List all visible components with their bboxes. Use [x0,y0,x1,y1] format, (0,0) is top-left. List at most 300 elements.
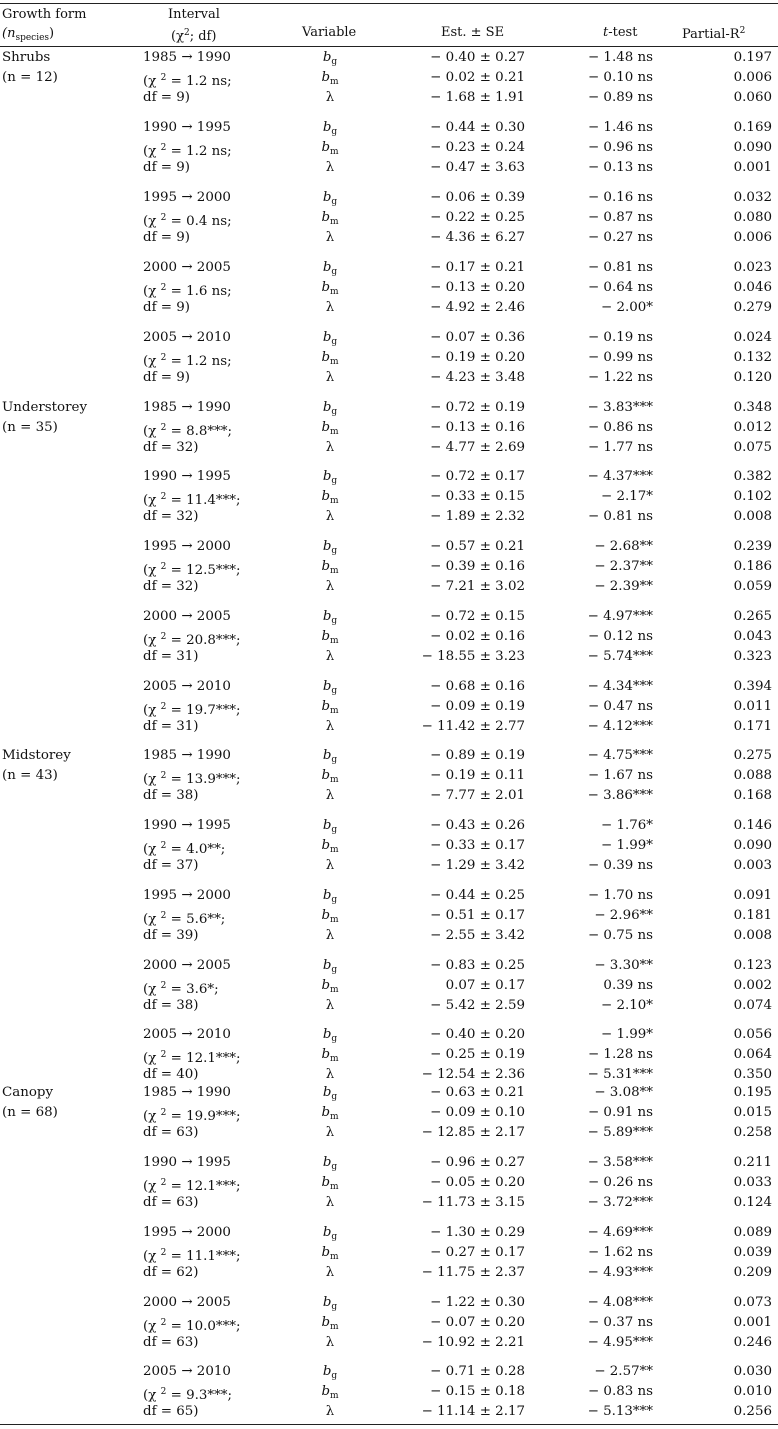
chi-value: = 1.2 ns; [166,74,232,89]
header-t-test: t-test [603,25,638,40]
estimate-cell: − 0.72 ± 0.15 [430,609,525,624]
partial-r2-cell: 0.056 [733,1027,772,1042]
t-test-cell: − 0.13 ns [587,160,653,175]
t-test-cell: − 1.62 ns [587,1245,653,1260]
estimate-cell: − 0.68 ± 0.16 [430,679,525,694]
interval-label: 2000 → 2005 [143,260,231,275]
chi-superscript: 2 [160,1318,167,1328]
estimate-cell: − 0.09 ± 0.10 [430,1105,525,1120]
partial-r2-cell: 0.003 [733,858,772,873]
variable-sub-g: g [331,127,338,137]
estimate-cell: − 0.13 ± 0.16 [430,420,525,435]
chi-symbol: (χ [143,703,161,718]
partial-r2-cell: 0.171 [733,719,772,734]
table-bottom-rule [0,1424,778,1425]
variable-b: b [322,1364,332,1379]
estimate-cell: − 0.07 ± 0.20 [430,1315,525,1330]
t-test-cell: − 1.28 ns [587,1047,653,1062]
estimate-cell: 0.07 ± 0.17 [445,978,525,993]
partial-r2-cell: 0.073 [733,1295,772,1310]
chi-symbol: (χ [143,144,161,159]
chi-symbol: (χ [143,633,161,648]
chi-superscript: 2 [160,1178,167,1188]
estimate-cell: − 4.23 ± 3.48 [430,370,525,385]
t-test-cell: − 0.83 ns [587,1384,653,1399]
interval-label: 2005 → 2010 [143,330,231,345]
t-test-cell: − 1.70 ns [587,888,653,903]
partial-r2-cell: 0.002 [733,978,772,993]
t-test-cell: − 2.37** [594,559,653,574]
estimate-cell: − 0.27 ± 0.17 [430,1245,525,1260]
t-test-cell: − 1.48 ns [587,50,653,65]
interval-label: 1985 → 1990 [143,400,231,415]
partial-r2-cell: 0.146 [733,818,772,833]
variable-b: b [322,190,332,205]
chi-superscript: 2 [160,283,167,293]
estimate-cell: − 0.19 ± 0.11 [430,768,525,783]
variable-lambda: λ [325,998,335,1013]
variable-b: b [322,400,332,415]
partial-r2-cell: 0.011 [733,699,772,714]
variable-sub-m: m [330,706,339,716]
t-test-cell: − 1.99* [601,1027,653,1042]
growth-form-label: Canopy [2,1085,54,1100]
chi-symbol: (χ [143,493,161,508]
variable-lambda: λ [325,370,335,385]
t-test-cell: − 4.97*** [587,609,653,624]
df-label: df = 40) [143,1067,199,1082]
variable-sub-g: g [331,616,338,626]
estimate-cell: − 0.72 ± 0.17 [430,469,525,484]
partial-r2-cell: 0.059 [733,579,772,594]
variable-sub-m: m [330,915,339,925]
estimate-cell: − 0.47 ± 3.63 [430,160,525,175]
partial-r2-cell: 0.256 [733,1404,772,1419]
estimate-cell: − 4.77 ± 2.69 [430,440,525,455]
partial-r2-cell: 0.008 [733,509,772,524]
estimate-cell: − 0.13 ± 0.20 [430,280,525,295]
estimate-cell: − 11.73 ± 3.15 [421,1195,525,1210]
variable-b: b [321,1047,331,1062]
estimate-cell: − 11.42 ± 2.77 [421,719,525,734]
chi-value: = 1.2 ns; [166,354,232,369]
t-test-cell: − 2.68** [594,539,653,554]
t-test-cell: − 1.22 ns [587,370,653,385]
estimate-cell: − 0.19 ± 0.20 [430,350,525,365]
variable-sub-m: m [330,1252,339,1262]
chi-superscript: 2 [160,143,167,153]
estimate-cell: − 5.42 ± 2.59 [430,998,525,1013]
interval-label: 2005 → 2010 [143,679,231,694]
variable-lambda: λ [325,160,335,175]
partial-r2-cell: 0.015 [733,1105,772,1120]
interval-label: 2005 → 2010 [143,1027,231,1042]
chi-superscript: 2 [160,492,167,502]
estimate-cell: − 0.40 ± 0.27 [430,50,525,65]
variable-b: b [322,958,332,973]
partial-r2-cell: 0.382 [733,469,772,484]
t-test-cell: − 5.74*** [587,649,653,664]
variable-b: b [321,838,331,853]
t-test-cell: − 4.69*** [587,1225,653,1240]
estimate-cell: − 0.06 ± 0.39 [430,190,525,205]
partial-r2-cell: 0.012 [733,420,772,435]
t-test-cell: − 4.95*** [587,1335,653,1350]
df-label: df = 9) [143,370,191,385]
variable-sub-m: m [330,1054,339,1064]
t-test-cell: − 4.08*** [587,1295,653,1310]
chi-superscript: 2 [160,632,167,642]
variable-b: b [321,559,331,574]
t-test-cell: − 1.77 ns [587,440,653,455]
variable-b: b [322,818,332,833]
t-test-cell: − 1.67 ns [587,768,653,783]
partial-r2-cell: 0.197 [733,50,772,65]
species-count: (n = 35) [2,420,58,435]
variable-sub-m: m [330,427,339,437]
table-header-rule [0,46,778,47]
t-test-cell: − 0.19 ns [587,330,653,345]
variable-lambda: λ [325,858,335,873]
variable-sub-g: g [331,267,338,277]
chi-value: = 13.9***; [166,772,241,787]
chi-symbol: (χ [143,912,161,927]
df-label: df = 9) [143,160,191,175]
variable-sub-m: m [330,496,339,506]
partial-r2-cell: 0.323 [733,649,772,664]
estimate-cell: − 0.25 ± 0.19 [430,1047,525,1062]
header-partial-r2: Partial-$R^2$ [682,26,746,42]
df-label: df = 65) [143,1404,199,1419]
variable-lambda: λ [325,928,335,943]
variable-lambda: λ [325,1265,335,1280]
variable-sub-m: m [330,1182,339,1192]
partial-r2-cell: 0.006 [733,230,772,245]
variable-b: b [322,1295,332,1310]
interval-label: 1990 → 1995 [143,1155,231,1170]
variable-b: b [321,70,331,85]
chi-superscript: 2 [160,423,167,433]
variable-b: b [322,888,332,903]
variable-sub-g: g [331,1034,338,1044]
estimate-cell: − 1.22 ± 0.30 [430,1295,525,1310]
partial-r2-cell: 0.239 [733,539,772,554]
partial-r2-cell: 0.348 [733,400,772,415]
variable-sub-g: g [331,965,338,975]
estimate-cell: − 0.57 ± 0.21 [430,539,525,554]
df-label: df = 31) [143,649,199,664]
variable-sub-g: g [331,1302,338,1312]
variable-lambda: λ [325,1195,335,1210]
variable-sub-g: g [331,337,338,347]
variable-sub-m: m [330,217,339,227]
variable-b: b [321,1384,331,1399]
df-label: df = 32) [143,579,199,594]
variable-lambda: λ [325,440,335,455]
t-test-cell: − 5.31*** [587,1067,653,1082]
estimate-cell: − 0.17 ± 0.21 [430,260,525,275]
t-test-cell: − 2.39** [594,579,653,594]
estimate-cell: − 7.21 ± 3.02 [430,579,525,594]
t-test-cell: − 0.96 ns [587,140,653,155]
df-label: df = 62) [143,1265,199,1280]
t-test-cell: − 3.08** [594,1085,653,1100]
estimate-cell: − 0.63 ± 0.21 [430,1085,525,1100]
header-interval: Interval [168,7,220,22]
partial-r2-cell: 0.089 [733,1225,772,1240]
variable-lambda: λ [325,90,335,105]
df-label: df = 31) [143,719,199,734]
partial-r2-cell: 0.258 [733,1125,772,1140]
t-test-cell: − 2.96** [594,908,653,923]
estimate-cell: − 1.68 ± 1.91 [430,90,525,105]
variable-b: b [322,1155,332,1170]
df-label: df = 37) [143,858,199,873]
t-test-cell: − 0.39 ns [587,858,653,873]
estimate-cell: − 7.77 ± 2.01 [430,788,525,803]
t-test-cell: − 1.46 ns [587,120,653,135]
interval-label: 1995 → 2000 [143,1225,231,1240]
estimate-cell: − 1.29 ± 3.42 [430,858,525,873]
variable-sub-m: m [330,845,339,855]
partial-r2-cell: 0.001 [733,1315,772,1330]
variable-sub-m: m [330,357,339,367]
chi-value: = 10.0***; [166,1319,241,1334]
variable-b: b [322,1225,332,1240]
chi-symbol: (χ [143,424,161,439]
variable-sub-m: m [330,636,339,646]
variable-b: b [322,1027,332,1042]
chi-value: = 4.0**; [166,842,226,857]
interval-label: 1995 → 2000 [143,539,231,554]
growth-form-label: Shrubs [2,50,51,65]
partial-r2-cell: 0.120 [733,370,772,385]
t-test-cell: − 1.76* [601,818,653,833]
variable-sub-m: m [330,1322,339,1332]
estimate-cell: − 0.71 ± 0.28 [430,1364,525,1379]
header-n-species: $(n_{species})$ [2,26,55,43]
variable-b: b [322,539,332,554]
partial-r2-cell: 0.090 [733,838,772,853]
t-test-cell: − 2.17* [601,489,653,504]
t-test-cell: − 0.91 ns [587,1105,653,1120]
estimate-cell: − 0.83 ± 0.25 [430,958,525,973]
variable-sub-g: g [331,686,338,696]
partial-r2-cell: 0.195 [733,1085,772,1100]
chi-superscript: 2 [160,841,167,851]
header-growth-form: Growth form [2,7,87,22]
variable-lambda: λ [325,509,335,524]
variable-b: b [322,50,332,65]
t-test-cell: − 0.47 ns [587,699,653,714]
partial-r2-cell: 0.123 [733,958,772,973]
partial-r2-cell: 0.088 [733,768,772,783]
partial-r2-cell: 0.001 [733,160,772,175]
t-test-cell: − 0.64 ns [587,280,653,295]
species-count: (n = 68) [2,1105,58,1120]
partial-r2-cell: 0.091 [733,888,772,903]
df-label: df = 63) [143,1335,199,1350]
variable-b: b [321,350,331,365]
variable-b: b [321,140,331,155]
estimate-cell: − 0.23 ± 0.24 [430,140,525,155]
interval-label: 2000 → 2005 [143,609,231,624]
variable-b: b [321,280,331,295]
partial-r2-cell: 0.246 [733,1335,772,1350]
interval-label: 2000 → 2005 [143,958,231,973]
estimate-cell: − 0.05 ± 0.20 [430,1175,525,1190]
chi-superscript: 2 [160,1108,167,1118]
variable-lambda: λ [325,1404,335,1419]
t-test-cell: − 4.12*** [587,719,653,734]
partial-r2-cell: 0.169 [733,120,772,135]
growth-form-label: Understorey [2,400,88,415]
chi-value: = 0.4 ns; [166,214,232,229]
estimate-cell: − 0.39 ± 0.16 [430,559,525,574]
header-variable: Variable [302,25,357,40]
partial-r2-cell: 0.033 [733,1175,772,1190]
variable-sub-g: g [331,895,338,905]
chi-value: = 3.6*; [166,982,219,997]
interval-label: 1985 → 1990 [143,50,231,65]
estimate-cell: − 0.02 ± 0.16 [430,629,525,644]
estimate-cell: − 2.55 ± 3.42 [430,928,525,943]
df-label: df = 38) [143,788,199,803]
t-test-cell: − 5.13*** [587,1404,653,1419]
variable-lambda: λ [325,719,335,734]
estimate-cell: − 0.15 ± 0.18 [430,1384,525,1399]
t-test-cell: − 0.10 ns [587,70,653,85]
chi-value: = 11.4***; [166,493,241,508]
t-test-cell: − 3.58*** [587,1155,653,1170]
df-label: df = 9) [143,300,191,315]
variable-sub-m: m [330,1391,339,1401]
chi-superscript: 2 [160,981,167,991]
t-test-cell: − 4.37*** [587,469,653,484]
partial-r2-cell: 0.209 [733,1265,772,1280]
chi-value: = 12.5***; [166,563,241,578]
estimate-cell: − 0.40 ± 0.20 [430,1027,525,1042]
df-label: df = 63) [143,1125,199,1140]
partial-r2-cell: 0.064 [733,1047,772,1062]
header-estimate: Est. ± SE [441,25,505,40]
t-test-cell: − 3.86*** [587,788,653,803]
variable-b: b [321,699,331,714]
species-count: (n = 12) [2,70,58,85]
partial-r2-cell: 0.186 [733,559,772,574]
partial-r2-cell: 0.030 [733,1364,772,1379]
partial-r2-cell: 0.039 [733,1245,772,1260]
estimate-cell: − 0.51 ± 0.17 [430,908,525,923]
variable-b: b [321,629,331,644]
table-top-rule [0,3,778,4]
df-label: df = 9) [143,230,191,245]
variable-b: b [322,330,332,345]
variable-lambda: λ [325,1335,335,1350]
partial-r2-cell: 0.008 [733,928,772,943]
interval-label: 1990 → 1995 [143,469,231,484]
partial-r2-cell: 0.023 [733,260,772,275]
variable-b: b [321,489,331,504]
partial-r2-cell: 0.350 [733,1067,772,1082]
estimate-cell: − 1.89 ± 2.32 [430,509,525,524]
variable-sub-g: g [331,476,338,486]
t-test-cell: − 1.99* [601,838,653,853]
chi-symbol: (χ [143,1051,161,1066]
chi-symbol: (χ [143,982,161,997]
chi-symbol: (χ [143,214,161,229]
variable-b: b [321,1245,331,1260]
header-chi-df: ($\chi^2$; df) [171,28,217,44]
t-test-cell: − 2.10* [601,998,653,1013]
variable-sub-g: g [331,1092,338,1102]
variable-b: b [322,679,332,694]
variable-sub-m: m [330,1112,339,1122]
df-label: df = 63) [143,1195,199,1210]
variable-sub-g: g [331,1162,338,1172]
variable-sub-g: g [331,57,338,67]
chi-superscript: 2 [160,1387,167,1397]
estimate-cell: − 0.72 ± 0.19 [430,400,525,415]
variable-sub-m: m [330,147,339,157]
partial-r2-cell: 0.168 [733,788,772,803]
chi-symbol: (χ [143,563,161,578]
t-test-cell: − 5.89*** [587,1125,653,1140]
t-test-cell: − 0.99 ns [587,350,653,365]
partial-r2-cell: 0.090 [733,140,772,155]
variable-lambda: λ [325,300,335,315]
chi-value: = 12.1***; [166,1179,241,1194]
chi-symbol: (χ [143,1388,161,1403]
chi-superscript: 2 [160,213,167,223]
t-test-cell: − 0.81 ns [587,509,653,524]
partial-r2-cell: 0.394 [733,679,772,694]
df-label: df = 32) [143,509,199,524]
interval-label: 1985 → 1990 [143,1085,231,1100]
variable-b: b [321,1315,331,1330]
interval-label: 1995 → 2000 [143,888,231,903]
partial-r2-cell: 0.279 [733,300,772,315]
t-test-cell: − 0.81 ns [587,260,653,275]
variable-b: b [322,609,332,624]
variable-sub-m: m [330,775,339,785]
interval-label: 1990 → 1995 [143,818,231,833]
partial-r2-cell: 0.265 [733,609,772,624]
estimate-cell: − 0.22 ± 0.25 [430,210,525,225]
t-test-cell: − 0.27 ns [587,230,653,245]
chi-symbol: (χ [143,74,161,89]
variable-lambda: λ [325,788,335,803]
chi-symbol: (χ [143,1319,161,1334]
estimate-cell: − 0.43 ± 0.26 [430,818,525,833]
chi-value: = 19.7***; [166,703,241,718]
chi-value: = 1.6 ns; [166,284,232,299]
chi-symbol: (χ [143,1109,161,1124]
variable-sub-m: m [330,77,339,87]
partial-r2-cell: 0.181 [733,908,772,923]
estimate-cell: − 11.14 ± 2.17 [421,1404,525,1419]
estimate-cell: − 0.96 ± 0.27 [430,1155,525,1170]
t-test-cell: − 2.00* [601,300,653,315]
chi-superscript: 2 [160,562,167,572]
chi-superscript: 2 [160,911,167,921]
partial-r2-cell: 0.043 [733,629,772,644]
chi-symbol: (χ [143,1179,161,1194]
interval-label: 1995 → 2000 [143,190,231,205]
estimate-cell: − 0.07 ± 0.36 [430,330,525,345]
chi-superscript: 2 [160,73,167,83]
variable-sub-g: g [331,1232,338,1242]
